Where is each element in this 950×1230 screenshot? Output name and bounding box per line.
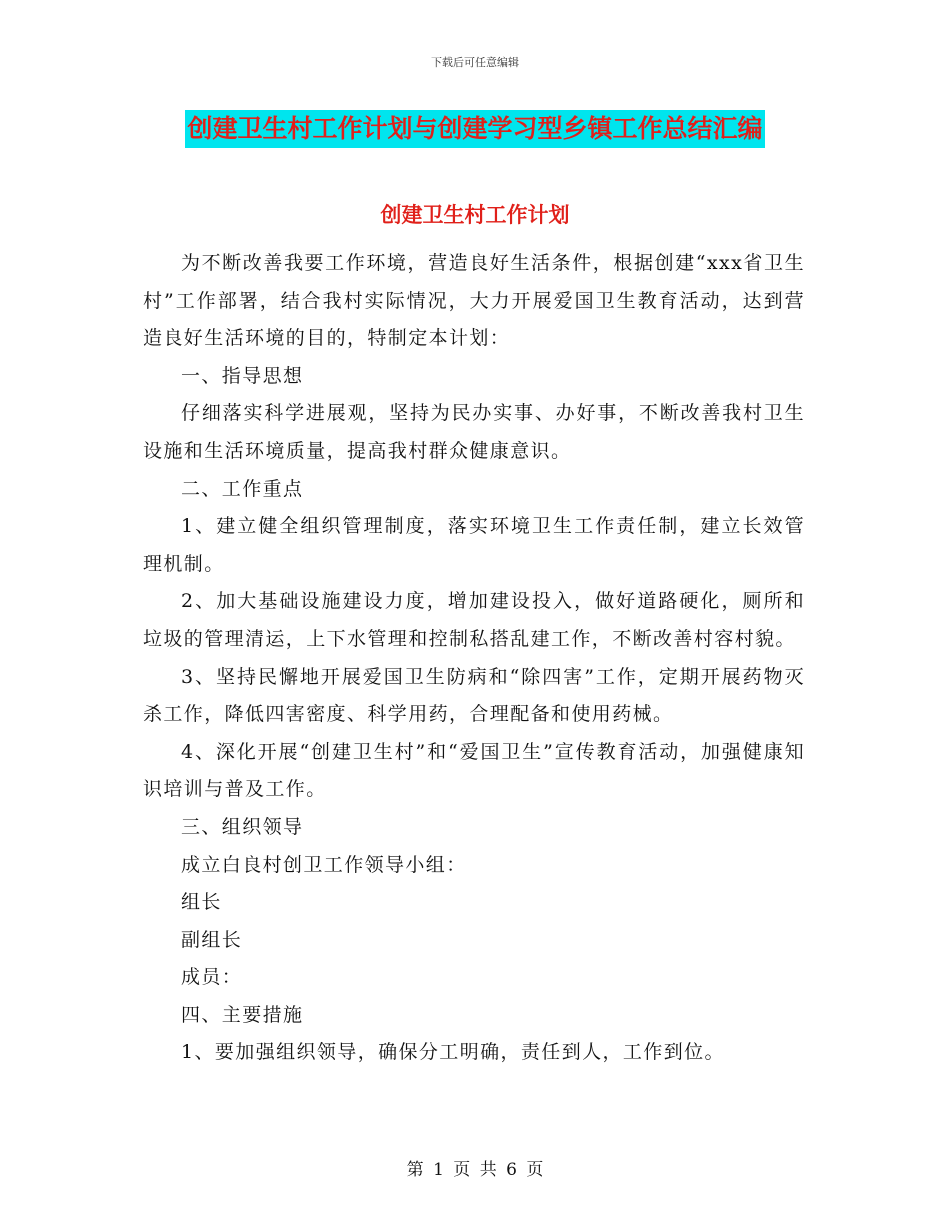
document-body [143,245,805,1072]
page-footer: 第 1 页 共 6 页 [406,1160,544,1180]
list-item: 2、加大基础设施建设力度，增加建设投入，做好道路硬化，厕所和垃圾的管理清运，上下水管理和控制私搭乱建工作，不断改善村容村貌。 [143,590,805,650]
heading-work-focus: 二、工作重点 [181,477,304,500]
role-deputy-leader: 副组长 [181,928,243,951]
heading-guiding-ideology: 一、指导思想 [181,364,304,387]
list-item: 3、坚持民懈地开展爱国卫生防病和“除四害”工作，定期开展药物灭杀工作，降低四害密度、科学用药，合理配备和使用药械。 [143,665,805,726]
role-leader: 组长 [181,891,222,914]
list-item: 1、要加强组织领导，确保分工明确，责任到人，工作到位。 [181,1041,725,1064]
section-title: 创建卫生村工作计划 [380,202,570,227]
list-item: 4、深化开展“创建卫生村”和“爱国卫生”宣传教育活动，加强健康知识培训与普及工作。 [143,740,805,801]
role-members: 成员： [181,966,243,989]
header-note: 下载后可任意编辑 [431,56,519,69]
list-item: 1、建立健全组织管理制度，落实环境卫生工作责任制，建立长效管理机制。 [143,515,805,575]
main-title-container [0,110,950,148]
paragraph: 仔细落实科学进展观，坚持为民办实事、办好事，不断改善我村卫生设施和生活环境质量，提高我村群众健康意识。 [143,402,805,462]
heading-organization: 三、组织领导 [181,815,304,838]
paragraph: 成立白良村创卫工作领导小组： [181,853,467,876]
paragraph: 为不断改善我要工作环境，营造良好生活条件，根据创建“xxx省卫生村”工作部署，结合我村实际情况，大力开展爱国卫生教育活动，达到营造良好生活环境的目的，特制定本计划： [143,252,805,350]
document-title: 创建卫生村工作计划与创建学习型乡镇工作总结汇编 [185,110,764,148]
heading-main-measures: 四、主要措施 [181,1003,304,1026]
